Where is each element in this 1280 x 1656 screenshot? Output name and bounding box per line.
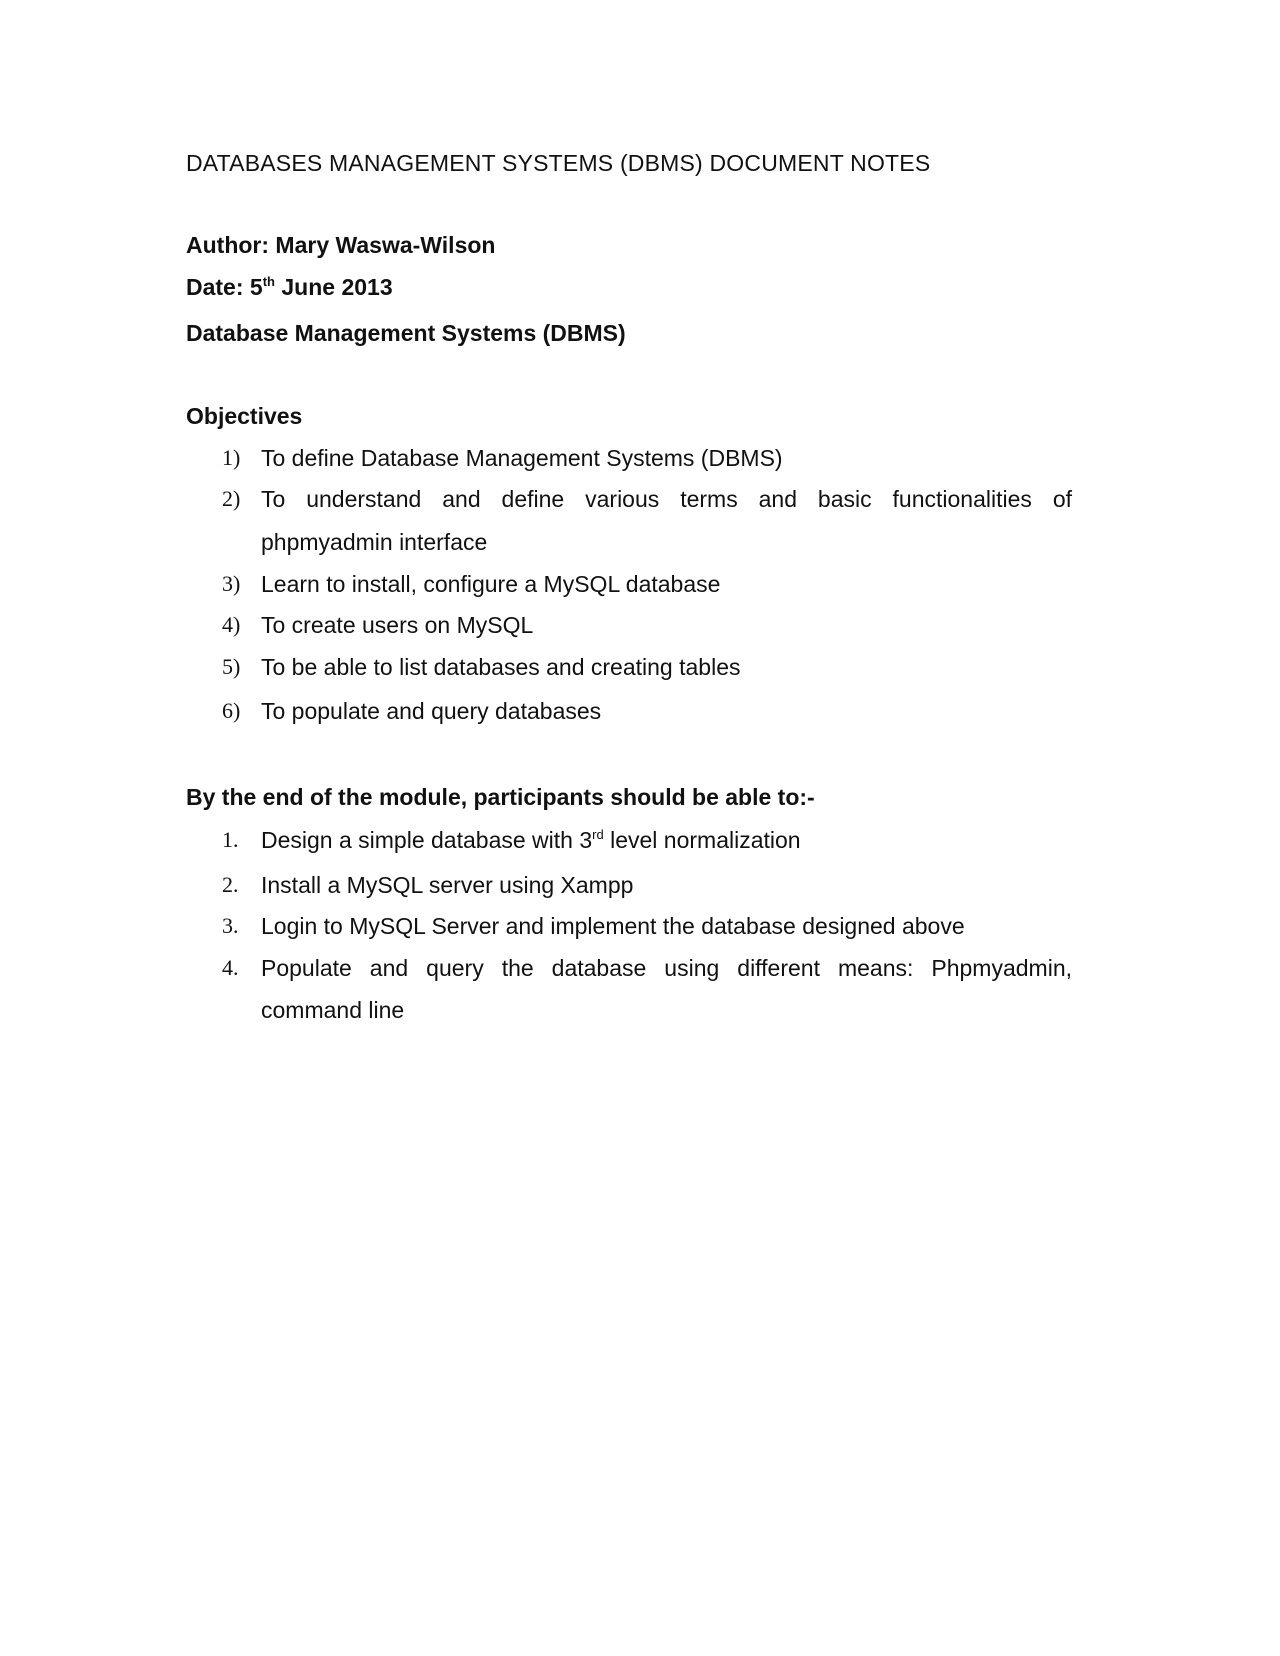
list-number: 1. xyxy=(222,827,239,852)
list-text xyxy=(261,825,1061,855)
list-text: To define Database Management Systems (DBMS) xyxy=(261,445,783,471)
list-number: 2) xyxy=(222,486,241,511)
list-number: 3) xyxy=(222,571,241,596)
subject-line: Database Management Systems (DBMS) xyxy=(186,320,626,346)
list-number: 2. xyxy=(222,872,239,897)
list-text-part: Design a simple database with 3 xyxy=(261,827,593,853)
list-text: Populate and query the database using different means: Phpmyadmin, xyxy=(261,955,1072,981)
module-outcomes-heading: By the end of the module, participants should be able to:- xyxy=(186,784,815,810)
document-title: DATABASES MANAGEMENT SYSTEMS (DBMS) DOCUMENT NOTES xyxy=(186,150,931,176)
list-number: 1) xyxy=(222,445,241,470)
author-label: Author: xyxy=(186,232,270,258)
list-number: 3. xyxy=(222,913,239,938)
date-line xyxy=(186,272,1086,302)
list-text: Install a MySQL server using Xampp xyxy=(261,872,634,898)
list-text: Learn to install, configure a MySQL database xyxy=(261,571,721,597)
list-text-part: level normalization xyxy=(610,827,801,853)
list-text: To be able to list databases and creating tables xyxy=(261,654,741,680)
list-number: 4. xyxy=(222,955,239,980)
date-suffix: th xyxy=(262,274,275,289)
author-name: Mary Waswa-Wilson xyxy=(275,232,496,258)
list-number: 5) xyxy=(222,654,241,679)
list-text: To populate and query databases xyxy=(261,698,602,724)
date-label: Date: xyxy=(186,274,244,300)
list-number: 4) xyxy=(222,612,241,637)
date-rest: June 2013 xyxy=(281,274,393,300)
list-number: 6) xyxy=(222,698,241,723)
list-text-continued: phpmyadmin interface xyxy=(261,529,488,555)
list-text: To create users on MySQL xyxy=(261,612,534,638)
objectives-heading: Objectives xyxy=(186,403,303,429)
date-day: 5 xyxy=(249,274,263,300)
list-text: To understand and define various terms and basic functionalities of xyxy=(261,486,1072,512)
list-text-continued: command line xyxy=(261,997,405,1023)
ordinal-suffix: rd xyxy=(592,827,604,842)
list-text: Login to MySQL Server and implement the database designed above xyxy=(261,913,965,939)
author-line xyxy=(186,230,1086,260)
